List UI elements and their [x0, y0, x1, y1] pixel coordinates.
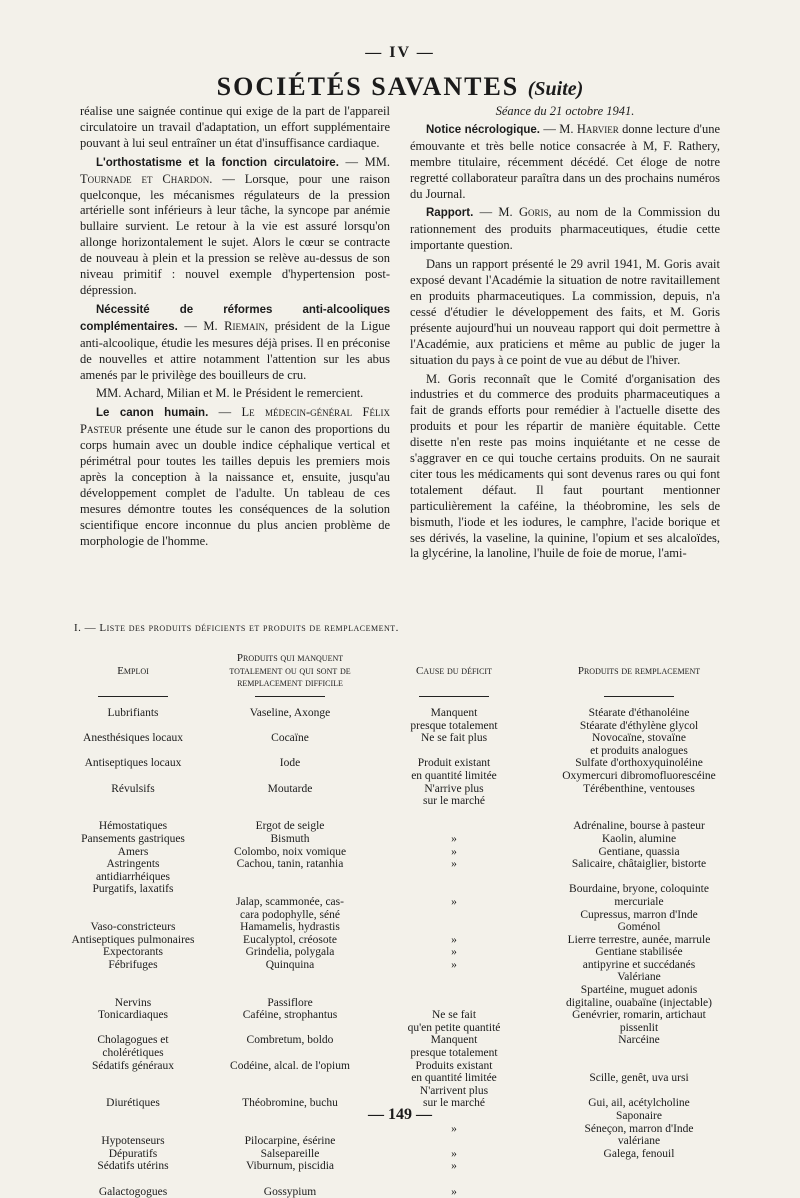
table-cell: Tonicardiaques — [97, 1009, 169, 1022]
table-cell: Oxymercuri dibromofluorescéine — [562, 769, 716, 782]
table-cell: Salicaire, châtaiglier, bistorte — [571, 858, 707, 871]
paragraph-text: au nom de la Commission du rationnement des produits pharmaceutiques, étudie cette importante question. — [410, 205, 720, 253]
header-emploi: Emploi — [117, 664, 149, 677]
table-cell: Scille, genêt, uva ursi — [589, 1072, 689, 1085]
table-cell: Valériane — [617, 971, 661, 984]
header-rule — [98, 696, 168, 697]
table-cell: Kaolin, alumine — [601, 832, 677, 845]
table-cell: Ergot de seigle — [255, 820, 325, 833]
table-cell: » — [451, 858, 457, 871]
table-cell: Jalap, scammonée, cas- — [236, 895, 344, 908]
table-cell — [68, 808, 198, 821]
authors: — M. Riemain, — [184, 318, 269, 333]
table-cell — [68, 720, 198, 733]
table-cell — [380, 808, 528, 821]
table-cell: » — [451, 1185, 457, 1198]
table-cell: en quantité limitée — [411, 1072, 497, 1085]
table-cell: N'arrivent plus — [419, 1084, 489, 1097]
table-cell — [380, 883, 528, 896]
table-cell: » — [451, 832, 457, 845]
title-main: SOCIÉTÉS SAVANTES — [216, 72, 520, 101]
table-cell: presque totalement — [410, 1047, 498, 1060]
table-cell: Dépuratifs — [108, 1147, 158, 1160]
page-title — [0, 72, 800, 102]
authors: — MM. Tournade et Chardon. — [80, 154, 390, 186]
table-cell: Bourdaine, bryone, coloquinte — [569, 883, 709, 896]
table-cell: Genévrier, romarin, artichaut — [572, 1009, 706, 1022]
table-cell — [68, 795, 198, 808]
table-cell: Astringents — [106, 858, 160, 871]
table-cell: qu'en petite quantité — [407, 1021, 501, 1034]
session-date: Séance du 21 octobre 1941. — [495, 104, 635, 118]
table-cell — [210, 1123, 370, 1136]
header-remplacement: Produits de remplacement — [577, 664, 701, 677]
paragraph — [80, 155, 390, 299]
paragraph: M. Goris reconnaît que le Comité d'organisation des industries et du commerce des produits pharmaceutiques a fait de grands efforts pour remédier à l'actuelle disette des produits et pour les répartir de manière équitable. Cette disette n'en reste pas moins inquiétante et ne cesse de s'aggraver en ce qui touche certains produits. On ne saurait citer tous les médicaments qui sont devenus rares ou qui font totalement défaut. Il faut pourtant mentionner particulièrement la caféine, la théobromine, les sels de bismuth, l'iode et les iodures, le camphre, l'acide borique et ses dérivés, la vaseline, la quinine, l'opium et ses alcaloïdes, la glycérine, la lanoline, l'huile de foie de morue, l'ami- — [410, 371, 720, 561]
table-cell: Sulfate d'orthoxyquinoléine — [575, 757, 703, 770]
table-cell: Iode — [279, 757, 301, 770]
left-column — [80, 104, 390, 552]
table-cell — [210, 720, 370, 733]
paragraph-text: président de la Ligue anti-alcoolique, étudie les mesures déjà prises. Il en préconise de nouvelles et attire notamment l'attention sur les abus amenés par le privilège des bouilleurs de cru. — [80, 318, 391, 382]
table-cell: Viburnum, piscidia — [245, 1160, 335, 1173]
table-cell: Galactogogues — [98, 1185, 168, 1198]
paragraph: réalise une saignée continue qui exige de la part de l'appareil circulatoire un travail d'adaptation, un effort supplémentaire pouvant à lui seul entraîner un état d'insuffisance cardiaque. — [80, 104, 390, 150]
table-cell — [68, 896, 198, 909]
table-title: I. — Liste des produits déficients et produits de remplacement. — [74, 622, 399, 634]
table-cell: » — [451, 946, 457, 959]
table-cell — [380, 871, 528, 884]
table-cell — [380, 984, 528, 997]
table-cell: Goménol — [617, 921, 661, 934]
column-remplacement — [530, 650, 748, 1160]
table-cell: Gentiane stabilisée — [595, 946, 683, 959]
rows-cause — [380, 707, 528, 1198]
table-cell: Saponaire — [616, 1110, 662, 1122]
table-cell — [530, 1085, 748, 1098]
table-cell — [210, 1022, 370, 1035]
paragraph-text: présente une étude sur le canon des proportions du corps humain avec un double indice céphalique vertical et périmétral pour toutes les tailles depuis les premiers mois après la conception à la naissance et, ensuite, jusqu'au développement complet de l'adulte. Un tableau de ces mesures démontre toutes les conséquences de la solution scientifique encore inconnue du plus ancien problème de morphologie de l'homme. — [80, 422, 390, 548]
table-cell: Fébrifuges — [108, 958, 158, 971]
table-cell: et produits analogues — [590, 744, 688, 757]
page-number: — 149 — — [368, 1106, 432, 1123]
table-cell: Anesthésiques locaux — [83, 732, 183, 745]
table-cell: Quinquina — [265, 958, 315, 971]
table-cell — [530, 1060, 748, 1073]
table-cell: Cupressus, marron d'Inde — [580, 908, 698, 921]
authors: — M. Goris, — [479, 205, 552, 220]
table-cell — [210, 871, 370, 884]
table-cell: Amers — [117, 845, 149, 858]
section-heading: Le canon humain. — [96, 407, 209, 420]
table-cell: » — [451, 933, 457, 946]
right-column — [410, 104, 720, 565]
table-cell: Ne se fait — [431, 1009, 477, 1022]
paragraph — [80, 405, 390, 549]
header-cause: Cause du déficit — [416, 664, 492, 677]
table-cell: » — [451, 1122, 457, 1135]
table-cell — [68, 971, 198, 984]
table-cell: cara podophylle, séné — [240, 908, 340, 921]
table-cell: Antiseptiques pulmonaires — [71, 933, 195, 946]
table-cell: Sédatifs utérins — [97, 1160, 169, 1173]
table-cell: Cholagogues et — [97, 1034, 169, 1047]
table-cell: Combretum, boldo — [246, 1034, 334, 1047]
table-cell — [210, 745, 370, 758]
paragraph: MM. Achard, Milian et M. le Président le remercient. — [96, 386, 364, 401]
table-cell: » — [451, 1147, 457, 1160]
table-cell — [68, 1072, 198, 1085]
table-cell: Cachou, tanin, ratanhia — [236, 858, 344, 871]
table-cell: en quantité limitée — [411, 769, 497, 782]
table-cell — [530, 795, 748, 808]
table-cell: Adrénaline, bourse à pasteur — [573, 820, 705, 833]
authors: — Le médecin-général Félix Pasteur — [80, 405, 390, 437]
table-cell — [210, 1072, 370, 1085]
table-cell: Stéarate d'éthylène glycol — [579, 719, 699, 732]
table-cell: Purgatifs, laxatifs — [92, 883, 174, 896]
table-cell — [380, 971, 528, 984]
table-cell — [380, 745, 528, 758]
table-cell — [210, 808, 370, 821]
table-cell: » — [451, 1160, 457, 1173]
table-cell — [210, 795, 370, 808]
paragraph-text: donne lecture d'une émouvante et très belle notice consacrée à M, F. Rathery, membre titulaire, récemment décédé. Cet éloge de notre regretté collaborateur paraîtra dans un des prochains numéros du Journal. — [410, 121, 720, 201]
table-cell: cholérétiques — [102, 1047, 164, 1060]
header-rule — [604, 696, 674, 697]
table-cell: Salsepareille — [260, 1147, 320, 1160]
header-rule — [419, 696, 489, 697]
table-cell: » — [451, 895, 457, 908]
table-cell: Pansements gastriques — [81, 832, 185, 845]
table-cell: Cocaïne — [271, 732, 309, 745]
table-cell: presque totalement — [410, 719, 498, 732]
table-cell: Lierre terrestre, aunée, marrule — [567, 933, 711, 946]
table-cell: Ne se fait plus — [420, 732, 488, 745]
table-cell — [210, 770, 370, 783]
table-cell — [530, 808, 748, 821]
table-cell: Produits existant — [415, 1059, 493, 1072]
table-cell: Hypotenseurs — [101, 1135, 165, 1148]
table-cell — [210, 971, 370, 984]
header-rule — [255, 696, 325, 697]
rows-produits — [210, 707, 370, 1198]
table-cell — [210, 1173, 370, 1186]
table-cell: Gentiane, quassia — [598, 845, 680, 858]
table-cell: Vaseline, Axonge — [249, 707, 331, 719]
table-cell: Produit existant — [417, 757, 491, 770]
table-cell: Caféine, strophantus — [242, 1009, 338, 1022]
table-cell: sur le marché — [423, 1097, 485, 1110]
table-cell: Lubrifiants — [107, 707, 159, 719]
table-cell: Révulsifs — [111, 782, 155, 795]
table-cell — [530, 1047, 748, 1060]
paragraph-text: — Lorsque, pour une raison quelconque, les mécanismes régulateurs de la pression artérielle sont inférieurs à leur tâche, la syncope par anémie bullaire survient. Le retour à la vie est assuré lorsqu'on allonge horizontalement le sujet. Alors le cœur se contracte de nouveau à plein et la pression se relève au-dessus de son niveau primitif : nouvel exemple d'hypertension post-dépression. — [80, 171, 391, 297]
table-cell — [530, 871, 748, 884]
table-cell: Pilocarpine, ésérine — [244, 1135, 336, 1148]
table-cell: Eucalyptol, créosote — [243, 933, 337, 946]
table-cell — [210, 1047, 370, 1060]
paragraph — [410, 122, 720, 203]
table-cell: Manquent — [430, 707, 478, 719]
table-cell: valériane — [617, 1135, 661, 1148]
table-cell: Passiflore — [267, 996, 313, 1009]
table-cell: Sédatifs généraux — [91, 1059, 175, 1072]
table-cell — [68, 1085, 198, 1098]
table-cell: Vaso-constricteurs — [90, 921, 176, 934]
table-cell: Nervins — [114, 996, 152, 1009]
table-cell: Stéarate d'éthanoléine — [588, 707, 690, 719]
table-cell: N'arrive plus — [424, 782, 484, 795]
header-produits: Produits qui manquent totalement ou qui sont de remplacement difficile — [229, 652, 351, 690]
table-cell: Diurétiques — [106, 1097, 160, 1110]
table-cell: Bismuth — [270, 832, 310, 845]
table-cell: Galega, fenouil — [603, 1147, 675, 1160]
table-cell: Gui, ail, acétylcholine — [588, 1097, 690, 1110]
table-cell — [380, 921, 528, 934]
section-heading: Rapport. — [426, 207, 474, 220]
table-cell — [68, 770, 198, 783]
table-cell — [210, 984, 370, 997]
table-cell: Hamamelis, hydrastis — [240, 921, 340, 934]
table-cell: Gossypium — [263, 1185, 317, 1198]
table-cell: Séneçon, marron d'Inde — [584, 1122, 694, 1135]
table-cell — [68, 1022, 198, 1035]
table-cell: digitaline, ouabaïne (injectable) — [566, 996, 712, 1009]
table-cell: antipyrine et succédanés — [582, 958, 696, 971]
table-cell: Grindelia, polygala — [245, 946, 335, 959]
paragraph — [410, 205, 720, 254]
table-cell: Manquent — [430, 1034, 478, 1047]
authors: — M. Harvier — [543, 121, 619, 136]
table-cell: Hémostatiques — [98, 820, 168, 833]
table-cell — [68, 1173, 198, 1186]
paragraph — [80, 302, 390, 384]
page-header: — IV — — [365, 44, 435, 61]
table-cell: pissenlit — [619, 1021, 659, 1034]
table-cell — [380, 1173, 528, 1186]
table-cell: Térébenthine, ventouses — [583, 782, 695, 795]
title-suffix: (Suite) — [527, 78, 584, 100]
table-cell: Codéine, alcal. de l'opium — [230, 1059, 350, 1072]
section-heading: Nécessité de réformes anti-alcooliques complémentaires. — [80, 303, 390, 333]
table-cell: Théobromine, buchu — [242, 1097, 338, 1110]
table-cell: mercuriale — [614, 895, 664, 908]
table-cell: » — [451, 958, 457, 971]
table-cell — [68, 1123, 198, 1136]
table-cell: Colombo, noix vomique — [233, 845, 347, 858]
table-cell — [380, 820, 528, 833]
table-cell — [210, 883, 370, 896]
table-cell — [68, 745, 198, 758]
table-cell — [380, 909, 528, 922]
table-cell — [68, 909, 198, 922]
table-cell: » — [451, 845, 457, 858]
table-cell: Spartéine, muguet adonis — [580, 984, 698, 997]
table-cell — [210, 1085, 370, 1098]
table-cell: sur le marché — [423, 795, 485, 808]
rows-remplacement — [530, 707, 748, 1160]
rows-emploi — [68, 707, 198, 1198]
paragraph: Dans un rapport présenté le 29 avril 1941, M. Goris avait exposé devant l'Académie la situation de notre ravitaillement en produits pharmaceutiques. La commission, depuis, n'a cessé d'étudier le développement des faits, et M. Goris présente aujourd'hui un nouveau rapport qui doit permettre à l'Académie, aux praticiens et même au public de juger la situation du pays à ce point de vue au début de l'hiver. — [410, 257, 720, 367]
table-cell: Novocaïne, stovaïne — [592, 732, 686, 745]
table-cell: Antiseptiques locaux — [84, 757, 182, 770]
table-cell: Narcéine — [618, 1034, 660, 1047]
section-heading: L'orthostatisme et la fonction circulatoire. — [96, 156, 339, 169]
table-cell: Moutarde — [267, 782, 313, 795]
table-cell: antidiarrhéiques — [95, 870, 171, 883]
table-cell — [380, 997, 528, 1010]
section-heading: Notice nécrologique. — [426, 123, 540, 136]
table-cell: Expectorants — [102, 946, 164, 959]
table-cell — [68, 984, 198, 997]
